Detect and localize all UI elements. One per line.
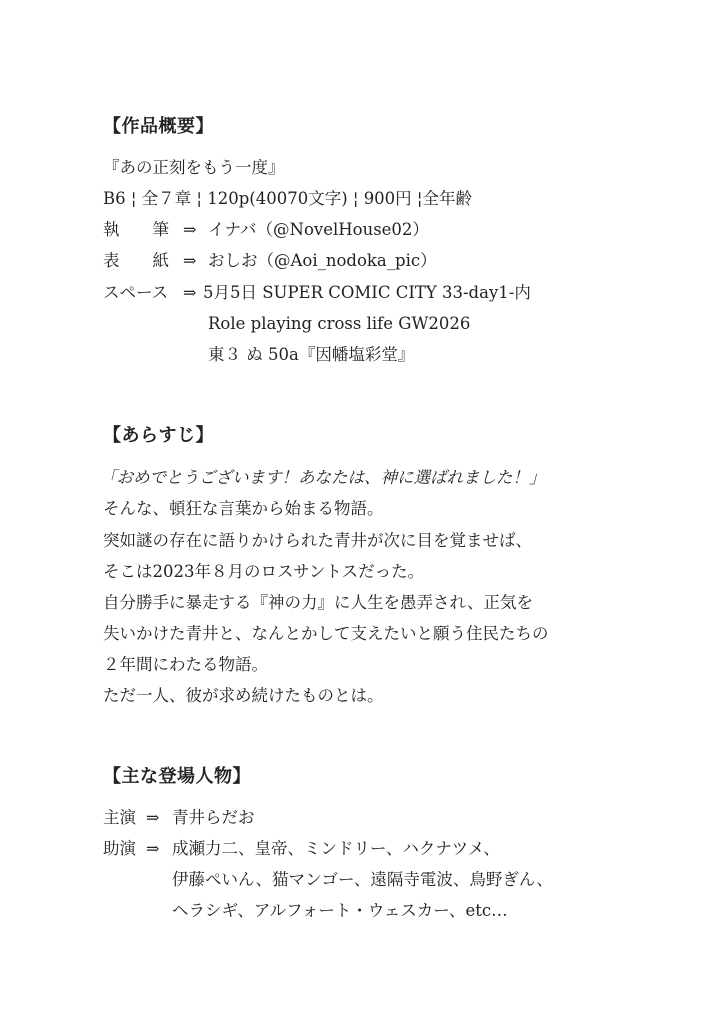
lead-label: 主演 xyxy=(103,808,136,827)
support-line: ヘラシギ、アルフォート・ウェスカー、etc… xyxy=(172,901,508,920)
support-label: 助演 xyxy=(103,839,136,858)
space-line: 東３ ぬ 50a『因幡塩彩堂』 xyxy=(208,345,415,364)
space-line: Role playing cross life GW2026 xyxy=(208,314,471,333)
space-line: 5月5日 SUPER COMIC CITY 33-day1-内 xyxy=(203,283,531,302)
support-line: 成瀬力二、皇帝、ミンドリー、ハクナツメ、 xyxy=(172,839,500,858)
arrow-icon: ⇒ xyxy=(183,283,197,302)
work-title: 『あの正刻をもう一度』 xyxy=(103,158,285,177)
overview-heading: 【作品概要】 xyxy=(103,116,214,137)
synopsis-line: 突如謎の存在に語りかけられた青井が次に目を覚ませば、 xyxy=(103,531,532,550)
arrow-icon: ⇒ xyxy=(183,251,197,270)
work-specs: B6 ¦ 全７章 ¦ 120p(40070文字) ¦ 900円 ¦全年齢 xyxy=(103,189,472,208)
synopsis-quote: 「おめでとうございます！あなたは、神に選ばれました！」 xyxy=(100,468,546,487)
support-line: 伊藤ぺいん、猫マンゴー、遠隔寺電波、鳥野ぎん、 xyxy=(172,870,553,889)
writer-value: イナバ（@NovelHouse02） xyxy=(208,220,429,239)
synopsis-heading: 【あらすじ】 xyxy=(103,425,214,446)
synopsis-line: ２年間にわたる物語。 xyxy=(103,655,268,674)
cover-value: おしお（@Aoi_nodoka_pic） xyxy=(208,251,437,270)
cover-label: 表 紙 xyxy=(103,251,169,270)
synopsis-line: そんな、頓狂な言葉から始まる物語。 xyxy=(103,499,384,518)
synopsis-line: 自分勝手に暴走する『神の力』に人生を愚弄され、正気を xyxy=(103,593,533,612)
synopsis-line: 失いかけた青井と、なんとかして支えたいと願う住民たちの xyxy=(103,624,549,643)
arrow-icon: ⇒ xyxy=(146,839,160,858)
arrow-icon: ⇒ xyxy=(146,808,160,827)
writer-label: 執 筆 xyxy=(103,220,169,239)
arrow-icon: ⇒ xyxy=(183,220,197,239)
characters-heading: 【主な登場人物】 xyxy=(103,766,251,787)
lead-value: 青井らだお xyxy=(172,808,255,827)
synopsis-line: ただ一人、彼が求め続けたものとは。 xyxy=(103,686,384,705)
synopsis-line: そこは2023年８月のロスサントスだった。 xyxy=(103,562,425,581)
space-label: スペース xyxy=(103,283,169,302)
